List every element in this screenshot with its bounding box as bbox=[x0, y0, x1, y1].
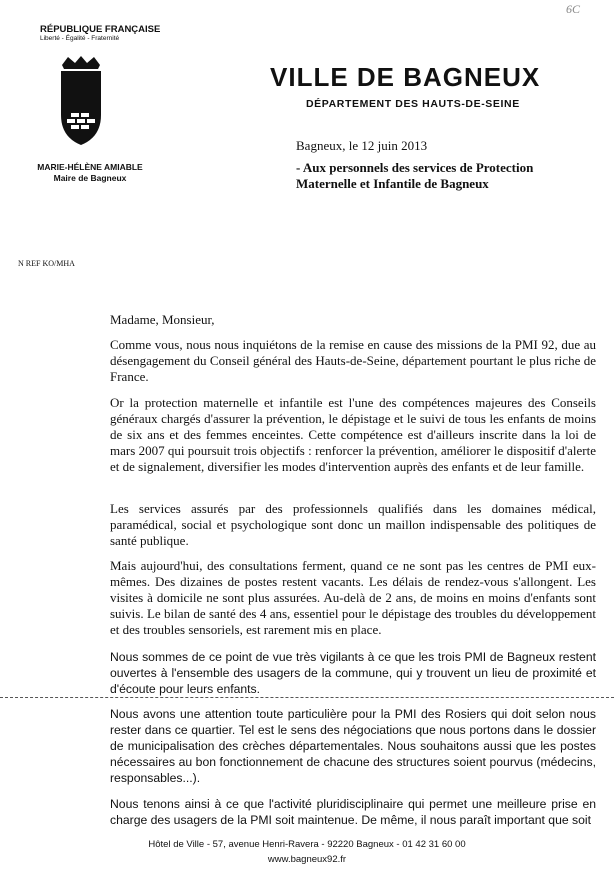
body-paragraph: Comme vous, nous nous inquiétons de la remise en cause des missions de la PMI 92, due au désengagement du Conseil général des Hauts-de-Seine, département pourtant le plus riche de France. bbox=[110, 337, 596, 384]
body-paragraph: Nous avons une attention toute particulière pour la PMI des Rosiers qui doit selon nous rester dans ce quartier. Tel est le sens des négociations que nous portons dans le dossier de municipalisation des crèches départementales. Nous souhaitons aussi que les postes nécessaires au bon fonctionnement de chacune des structures soient pourvus (médecins, responsables...). bbox=[110, 707, 596, 785]
mayor-name: MARIE-HÉLÈNE AMIABLE bbox=[37, 162, 143, 172]
mayor-title: Maire de Bagneux bbox=[53, 173, 127, 183]
footer-address: Hôtel de Ville - 57, avenue Henri-Ravera - 92220 Bagneux - 01 42 31 60 00 bbox=[148, 839, 466, 850]
salutation: Madame, Monsieur, bbox=[110, 312, 215, 327]
body-paragraph: Nous sommes de ce point de vue très vigilants à ce que les trois PMI de Bagneux restent ouvertes à l'ensemble des usagers de la commune, qui y trouvent un lieu de proximité et d'écoute pour leurs enfants. bbox=[110, 650, 596, 696]
recipient-line: Maternelle et Infantile de Bagneux bbox=[296, 176, 489, 191]
republique-francaise-label: RÉPUBLIQUE FRANÇAISE bbox=[40, 24, 161, 35]
body-paragraph: Nous tenons ainsi à ce que l'activité pluridisciplinaire qui permet une meilleure prise en charge des usagers de la PMI soit maintenue. De même, il nous paraît important que soit bbox=[110, 797, 596, 827]
footer-website: www.bagneux92.fr bbox=[267, 854, 347, 865]
handwritten-margin-note: 6C bbox=[566, 2, 581, 16]
body-paragraph: Mais aujourd'hui, des consultations ferment, quand ce ne sont pas les centres de PMI eux-mêmes. Des dizaines de postes restent vacants. Les délais de rendez-vous s'allongent. Les visites à domicile ne sont plus assurées. Au-delà de 2 ans, de moins en moins d'enfants sont suivis. Le bilan de santé des 4 ans, essentiel pour le dépistage des troubles du développement et des troubles sensoriels, est rarement mis en place. bbox=[110, 558, 596, 637]
city-title: VILLE DE BAGNEUX bbox=[270, 62, 541, 92]
department-subtitle: DÉPARTEMENT DES HAUTS-DE-SEINE bbox=[306, 98, 520, 110]
reference-code: N REF KO/MHA bbox=[18, 259, 75, 268]
recipient-block bbox=[296, 160, 596, 192]
scan-divider-line bbox=[0, 697, 614, 698]
devise-label: Liberté - Égalité - Fraternité bbox=[40, 35, 120, 42]
recipient-line: - Aux personnels des services de Protection bbox=[296, 160, 534, 175]
city-coat-of-arms-icon bbox=[58, 55, 104, 147]
body-paragraph: Or la protection maternelle et infantile est l'une des compétences majeures des Conseils généraux chargés d'assurer la prévention, le dépistage et le suivi de tous les enfants de moins de six ans et des femmes enceintes. Cette compétence est d'ailleurs inscrite dans la loi de mars 2007 qui poursuit trois objectifs : renforcer la prévention, améliorer le dispositif d'alerte et de signalement, diversifier les modes d'intervention auprès des enfants et de leur famille. bbox=[110, 395, 596, 474]
body-paragraph: Les services assurés par des professionnels qualifiés dans les domaines médical, paramédical, social et psychologique sont donc un maillon indispensable des politiques de santé publique. bbox=[110, 501, 596, 548]
letter-date: Bagneux, le 12 juin 2013 bbox=[296, 138, 428, 153]
